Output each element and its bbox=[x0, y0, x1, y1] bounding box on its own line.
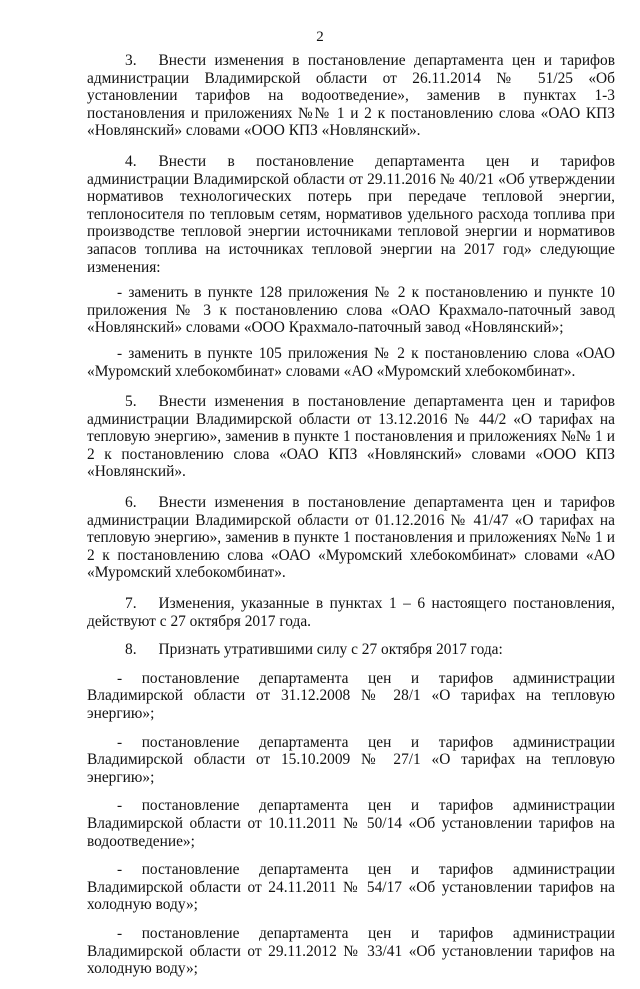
repealed-act-item bbox=[87, 734, 615, 787]
paragraph-number: 8. bbox=[125, 641, 137, 659]
paragraph-text: - заменить в пункте 105 приложения № 2 к постановлению слова «ОАО «Муромский хлебокомбинат» словами «АО «Муромский хлебокомбинат». bbox=[87, 344, 615, 380]
paragraph-number: 7. bbox=[125, 595, 137, 613]
paragraph-number: 6. bbox=[125, 494, 137, 512]
paragraph-text: - постановление департамента цен и тарифов администрации Владимирской области от 31.12.2008 № 28/1 «О тарифах на тепловую энергию»; bbox=[87, 669, 615, 722]
paragraph-number: 3. bbox=[125, 52, 137, 69]
paragraph-item-7 bbox=[87, 595, 615, 630]
paragraph-text: - постановление департамента цен и тарифов администрации Владимирской области от 24.11.2011 № 54/17 «Об установлении тарифов на холодную воду»; bbox=[87, 861, 615, 914]
paragraph-item-4 bbox=[87, 153, 615, 276]
paragraph-text: Изменения, указанные в пунктах 1 – 6 настоящего постановления, действуют с 27 октября 2017 года. bbox=[87, 595, 615, 630]
amendment-item bbox=[87, 284, 615, 337]
amendment-item bbox=[87, 345, 615, 380]
paragraph-item-3 bbox=[87, 52, 615, 140]
paragraph-text: - постановление департамента цен и тарифов администрации Владимирской области от 10.11.2011 № 50/14 «Об установлении тарифов на водоотведение»; bbox=[87, 797, 615, 850]
paragraph-number: 4. bbox=[125, 152, 137, 170]
repealed-act-item bbox=[87, 925, 615, 978]
paragraph-item-5 bbox=[87, 393, 615, 481]
paragraph-item-6 bbox=[87, 494, 615, 582]
paragraph-text: Признать утратившими силу с 27 октября 2017 года: bbox=[158, 641, 503, 659]
paragraph-text: Внести изменения в постановление департамента цен и тарифов администрации Владимирской области от 26.11.2014 № 51/25 «Об установлении тарифов на водоотведение», заменив в пунктах 1-3 постановления и приложениях №№ 1 и 2 к постановлению слова «ОАО КПЗ «Новлянский» словами «ООО КПЗ «Новлянский». bbox=[87, 52, 615, 140]
paragraph-number: 5. bbox=[125, 393, 137, 411]
repealed-act-item bbox=[87, 861, 615, 914]
document-body bbox=[87, 52, 615, 989]
repealed-act-item bbox=[87, 670, 615, 723]
paragraph-text: - постановление департамента цен и тарифов администрации Владимирской области от 29.11.2012 № 33/41 «Об установлении тарифов на холодную воду»; bbox=[87, 924, 615, 978]
paragraph-text: - постановление департамента цен и тарифов администрации Владимирской области от 15.10.2009 № 27/1 «О тарифах на тепловую энергию»; bbox=[87, 733, 615, 786]
paragraph-text: Внести изменения в постановление департамента цен и тарифов администрации Владимирской области от 13.12.2016 № 44/2 «О тарифах на тепловую энергию», заменив в пункте 1 постановления и приложениях №№ 1 и 2 к постановлению слова «ОАО КПЗ «Новлянский» словами «ООО КПЗ «Новлянский». bbox=[87, 393, 615, 481]
repealed-act-item bbox=[87, 797, 615, 850]
paragraph-text: Внести изменения в постановление департамента цен и тарифов администрации Владимирской области от 01.12.2016 № 41/47 «О тарифах на тепловую энергию», заменив в пункте 1 постановления и приложениях №№ 1 и 2 к постановлению слова «ОАО «Муромский хлебокомбинат» словами «АО «Муромский хлебокомбинат». bbox=[87, 494, 615, 582]
page-number: 2 bbox=[316, 29, 324, 45]
paragraph-item-8 bbox=[87, 641, 615, 659]
paragraph-text: - заменить в пункте 128 приложения № 2 к постановлению и пункте 10 приложения № 3 к постановлению слова «ОАО Крахмало-паточный завод «Новлянский» словами «ООО Крахмало-паточный завод «Новлянский»; bbox=[87, 284, 615, 337]
paragraph-text: Внести в постановление департамента цен и тарифов администрации Владимирской области от 29.11.2016 № 40/21 «Об утверждении нормативов технологических потерь при передаче тепловой энергии, теплоносителя по тепловым сетям, нормативов удельного расхода топлива при производстве тепловой энергии источниками тепловой энергии и нормативов запасов топлива на источниках тепловой энергии на 2017 год» следующие изменения: bbox=[87, 152, 615, 276]
